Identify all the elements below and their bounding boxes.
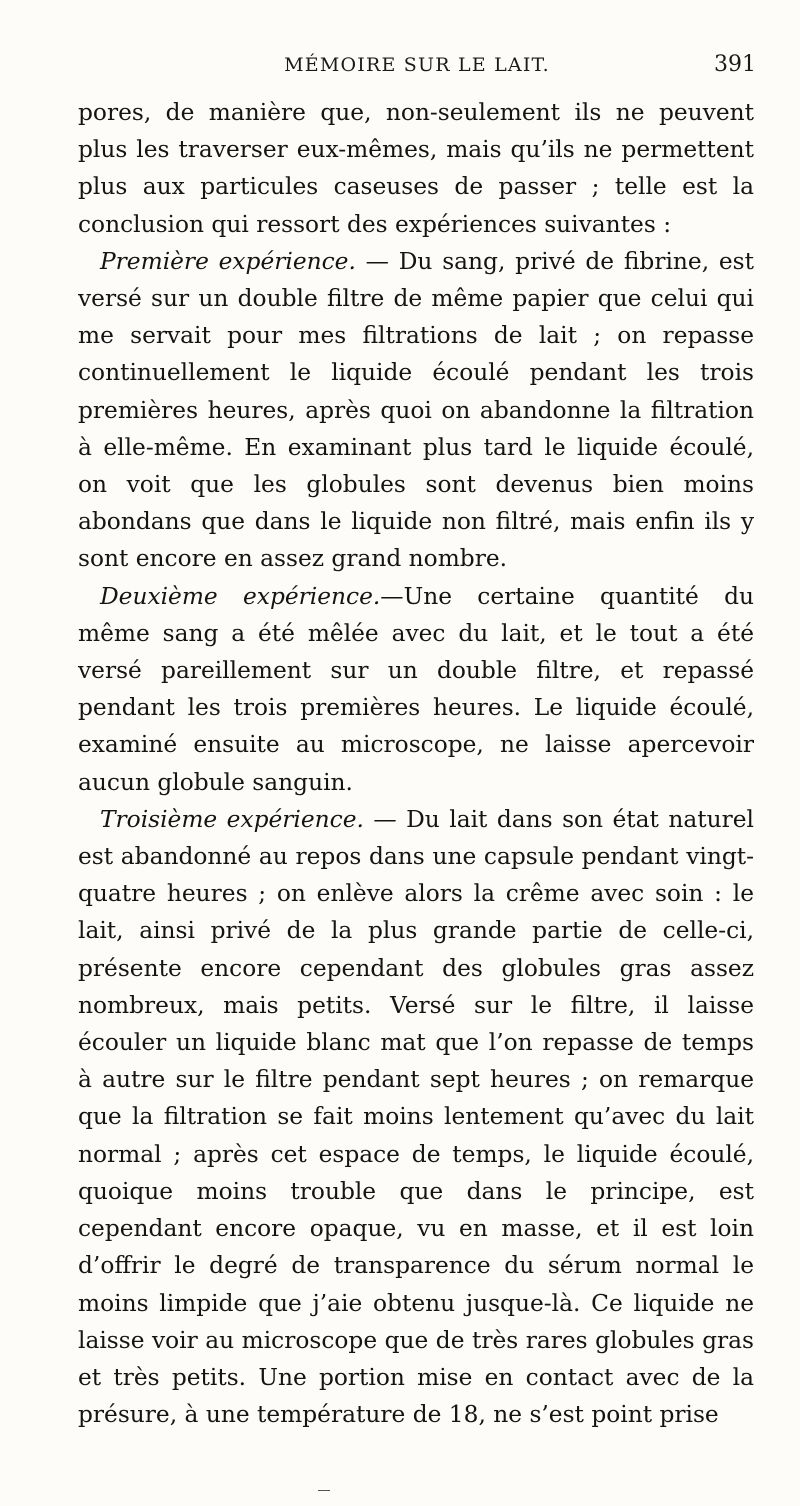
- experiment-heading: Première expérience.: [100, 247, 356, 275]
- experiment-heading: Deuxième expérience.: [100, 582, 381, 610]
- paragraph-text: —Une certaine quantité du même sang a été mêlée avec du lait, et le tout a été versé pareillement sur un double filtre, et repassé pendant les trois premières heures. Le liquide écoulé, examiné ensuite au microscope, ne laisse apercevoir aucun globule sanguin.: [78, 582, 755, 796]
- paragraph-text: — Du lait dans son état naturel est abandonné au repos dans une capsule pendant vingt-quatre heures ; on enlève alors la crême avec soin : le lait, ainsi privé de la plus grande partie de celle-ci, présente encore cependant des globules gras assez nombreux, mais petits. Versé sur le filtre, il laisse écouler un liquide blanc mat que l’on repasse de temps à autre sur le filtre pendant sept heures ; on remarque que la filtration se fait moins lentement qu’avec du lait normal ; après cet espace de temps, le liquide écoulé, quoique moins trouble que dans le principe, est cependant encore opaque, vu en masse, et il est loin d’offrir le degré de transparence du sérum normal le moins limpide que j’aie obtenu jusque-là. Ce liquide ne laisse voir au microscope que de très rares globules gras et très petits. Une portion mise en contact avec de la présure, à une température de 18, ne s’est point prise: [78, 805, 754, 1429]
- body-text: [78, 94, 754, 1433]
- experiment-heading: Troisième expérience.: [100, 805, 364, 833]
- running-title: MÉMOIRE SUR LE LAIT.: [284, 54, 550, 76]
- paragraph-continuation: [78, 94, 754, 243]
- paragraph-text: — Du sang, privé de fibrine, est versé sur un double filtre de même papier que celui qui me servait pour mes filtrations de lait ; on repasse continuellement le liquide écoulé pendant les trois premières heures, après quoi on abandonne la filtration à elle-même. En examinant plus tard le liquide écoulé, on voit que les globules sont devenus bien moins abondans que dans le liquide non filtré, mais enfin ils y sont encore en assez grand nombre.: [78, 247, 754, 573]
- page-header: [78, 50, 756, 86]
- paragraph-text: pores, de manière que, non-seulement ils ne peuvent plus les traverser eux-mêmes, mais qu’ils ne permettent plus aux particules caseuses de passer ; telle est la conclusion qui ressort des expériences suivantes :: [78, 99, 754, 238]
- page-number: 391: [714, 52, 756, 77]
- print-mark: [318, 1490, 330, 1491]
- paragraph-first-experiment: [78, 243, 754, 578]
- paragraph-third-experiment: [78, 801, 754, 1433]
- paragraph-second-experiment: [78, 578, 754, 801]
